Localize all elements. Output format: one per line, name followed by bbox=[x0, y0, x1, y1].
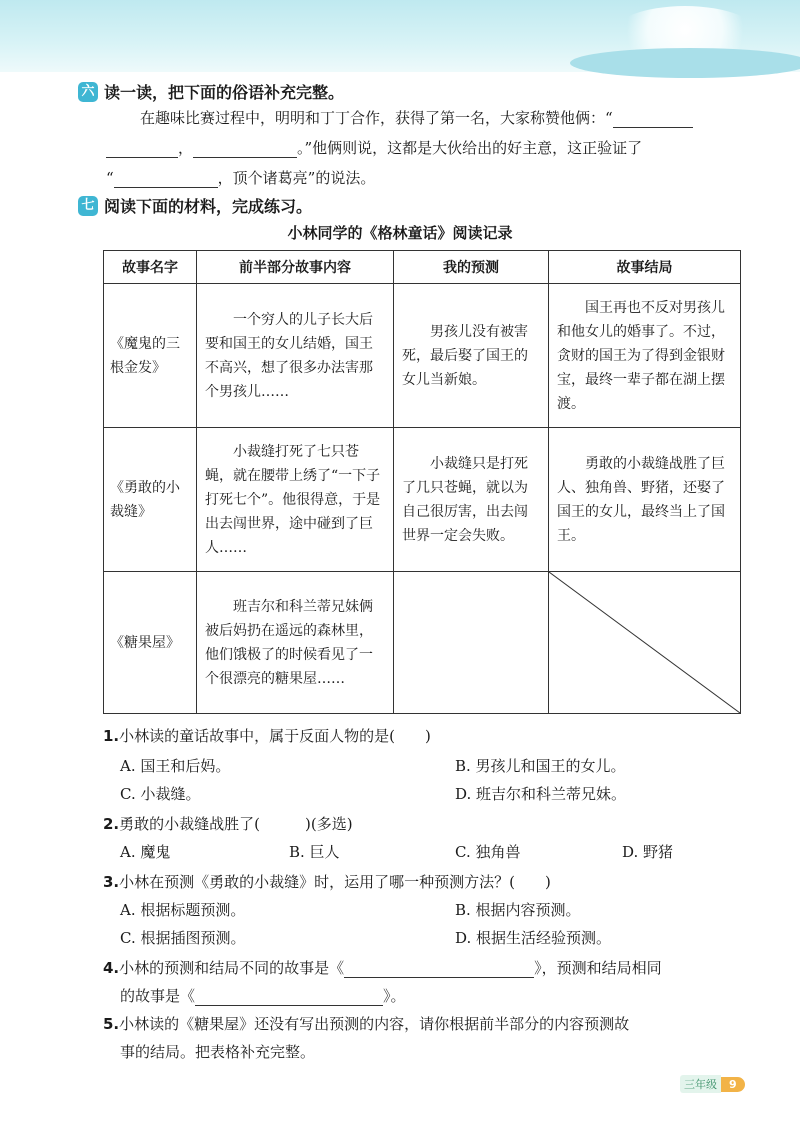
ending-crossed-cell bbox=[549, 572, 741, 714]
section6-line1 bbox=[140, 108, 693, 128]
q1-option-a[interactable]: A. 国王和后妈。 bbox=[120, 757, 231, 775]
story-name: 《勇敢的小裁缝》 bbox=[104, 428, 197, 572]
story-prediction: 小裁缝只是打死了几只苍蝇，就以为自己很厉害，出去闯世界一定会失败。 bbox=[394, 428, 549, 572]
question-4-number: 4. bbox=[103, 959, 120, 977]
story-name: 《糖果屋》 bbox=[104, 572, 197, 714]
header-my-prediction: 我的预测 bbox=[394, 251, 549, 284]
question-3 bbox=[103, 872, 551, 892]
page-footer bbox=[680, 1074, 745, 1094]
story-content: 一个穷人的儿子长大后要和国王的女儿结婚，国王不高兴，想了很多办法害那个男孩儿…… bbox=[197, 284, 394, 428]
header-banner bbox=[0, 0, 800, 72]
question-4-text-a: 小林的预测和结局不同的故事是《 bbox=[119, 959, 345, 977]
q3-option-b[interactable]: B. 根据内容预测。 bbox=[455, 901, 581, 919]
section6-number-badge: 六 bbox=[78, 82, 98, 102]
question-4 bbox=[103, 958, 662, 978]
section6-heading bbox=[78, 80, 344, 103]
diagonal-line bbox=[549, 572, 740, 713]
hill-decoration bbox=[570, 48, 800, 78]
page-number: 9 bbox=[721, 1077, 745, 1092]
question-2 bbox=[103, 814, 353, 834]
question-1-number: 1. bbox=[103, 727, 120, 745]
header-ending: 故事结局 bbox=[549, 251, 741, 284]
section6-line3 bbox=[106, 168, 375, 188]
section7-number-badge: 七 bbox=[78, 196, 98, 216]
question-5-number: 5. bbox=[103, 1015, 120, 1033]
q2-option-b[interactable]: B. 巨人 bbox=[289, 843, 340, 861]
q4-blank-1[interactable] bbox=[344, 961, 534, 978]
question-2-text: 勇敢的小裁缝战胜了( )(多选) bbox=[119, 815, 353, 833]
question-4-text-c: 的故事是《 bbox=[120, 987, 196, 1005]
section6-text-2b: 。”他俩则说，这都是大伙给出的好主意，这正验证了 bbox=[297, 139, 643, 157]
story-ending: 勇敢的小裁缝战胜了巨人、独角兽、野猪，还娶了国王的女儿，最终当上了国王。 bbox=[549, 428, 741, 572]
grade-label: 三年级 bbox=[680, 1075, 721, 1093]
header-first-half: 前半部分故事内容 bbox=[197, 251, 394, 284]
question-1-text: 小林读的童话故事中，属于反面人物的是( ) bbox=[119, 727, 431, 745]
story-prediction: 男孩儿没有被害死，最后娶了国王的女儿当新娘。 bbox=[394, 284, 549, 428]
section6-text-3a: “ bbox=[106, 169, 114, 187]
prediction-answer-cell[interactable] bbox=[394, 572, 549, 714]
section7-heading bbox=[78, 194, 312, 217]
story-name: 《魔鬼的三根金发》 bbox=[104, 284, 197, 428]
story-ending: 国王再也不反对男孩儿和他女儿的婚事了。不过，贪财的国王为了得到金银财宝，最终一辈子都在湖上摆渡。 bbox=[549, 284, 741, 428]
question-4-line2 bbox=[120, 986, 406, 1006]
q2-option-d[interactable]: D. 野猪 bbox=[622, 843, 674, 861]
section6-title: 读一读，把下面的俗语补充完整。 bbox=[104, 83, 345, 102]
question-4-text-d: 》。 bbox=[383, 987, 406, 1005]
q4-blank-2[interactable] bbox=[195, 989, 383, 1006]
proverb-blank-3[interactable] bbox=[193, 141, 297, 158]
story-content: 班吉尔和科兰蒂兄妹俩被后妈扔在遥远的森林里，他们饿极了的时候看见了一个很漂亮的糖果屋…… bbox=[197, 572, 394, 714]
q3-option-c[interactable]: C. 根据插图预测。 bbox=[120, 929, 246, 947]
q1-option-d[interactable]: D. 班吉尔和科兰蒂兄妹。 bbox=[455, 785, 627, 803]
question-3-text: 小林在预测《勇敢的小裁缝》时，运用了哪一种预测方法？( ) bbox=[119, 873, 551, 891]
table-row bbox=[104, 428, 741, 572]
section7-title: 阅读下面的材料，完成练习。 bbox=[104, 197, 313, 216]
q1-option-b[interactable]: B. 男孩儿和国王的女儿。 bbox=[455, 757, 626, 775]
table-row bbox=[104, 572, 741, 714]
question-5-text-2: 事的结局。把表格补充完整。 bbox=[120, 1043, 316, 1061]
table-header-row bbox=[104, 251, 741, 284]
header-story-name: 故事名字 bbox=[104, 251, 197, 284]
q3-option-a[interactable]: A. 根据标题预测。 bbox=[120, 901, 246, 919]
reading-record-table bbox=[103, 250, 741, 714]
proverb-blank-4[interactable] bbox=[114, 171, 218, 188]
proverb-blank-1[interactable] bbox=[613, 111, 693, 128]
q3-option-d[interactable]: D. 根据生活经验预测。 bbox=[455, 929, 612, 947]
section6-line2 bbox=[106, 138, 642, 158]
q2-option-c[interactable]: C. 独角兽 bbox=[455, 843, 521, 861]
table-title: 小林同学的《格林童话》阅读记录 bbox=[287, 224, 513, 242]
question-5-text-1: 小林读的《糖果屋》还没有写出预测的内容，请你根据前半部分的内容预测故 bbox=[119, 1015, 630, 1033]
story-content: 小裁缝打死了七只苍蝇，就在腰带上绣了“一下子打死七个”。他很得意，于是出去闯世界，途中碰到了巨人…… bbox=[197, 428, 394, 572]
question-3-number: 3. bbox=[103, 873, 120, 891]
question-1 bbox=[103, 726, 431, 746]
section6-text-1: 在趣味比赛过程中，明明和丁丁合作，获得了第一名，大家称赞他俩：“ bbox=[140, 109, 613, 127]
q2-option-a[interactable]: A. 魔鬼 bbox=[120, 843, 171, 861]
table-row bbox=[104, 284, 741, 428]
question-5 bbox=[103, 1014, 629, 1034]
q1-option-c[interactable]: C. 小裁缝。 bbox=[120, 785, 201, 803]
section6-text-2a: ， bbox=[178, 139, 194, 157]
section6-text-3b: ，顶个诸葛亮”的说法。 bbox=[217, 169, 376, 187]
question-4-text-b: 》，预测和结局相同 bbox=[534, 959, 662, 977]
question-2-number: 2. bbox=[103, 815, 120, 833]
proverb-blank-2[interactable] bbox=[106, 141, 178, 158]
